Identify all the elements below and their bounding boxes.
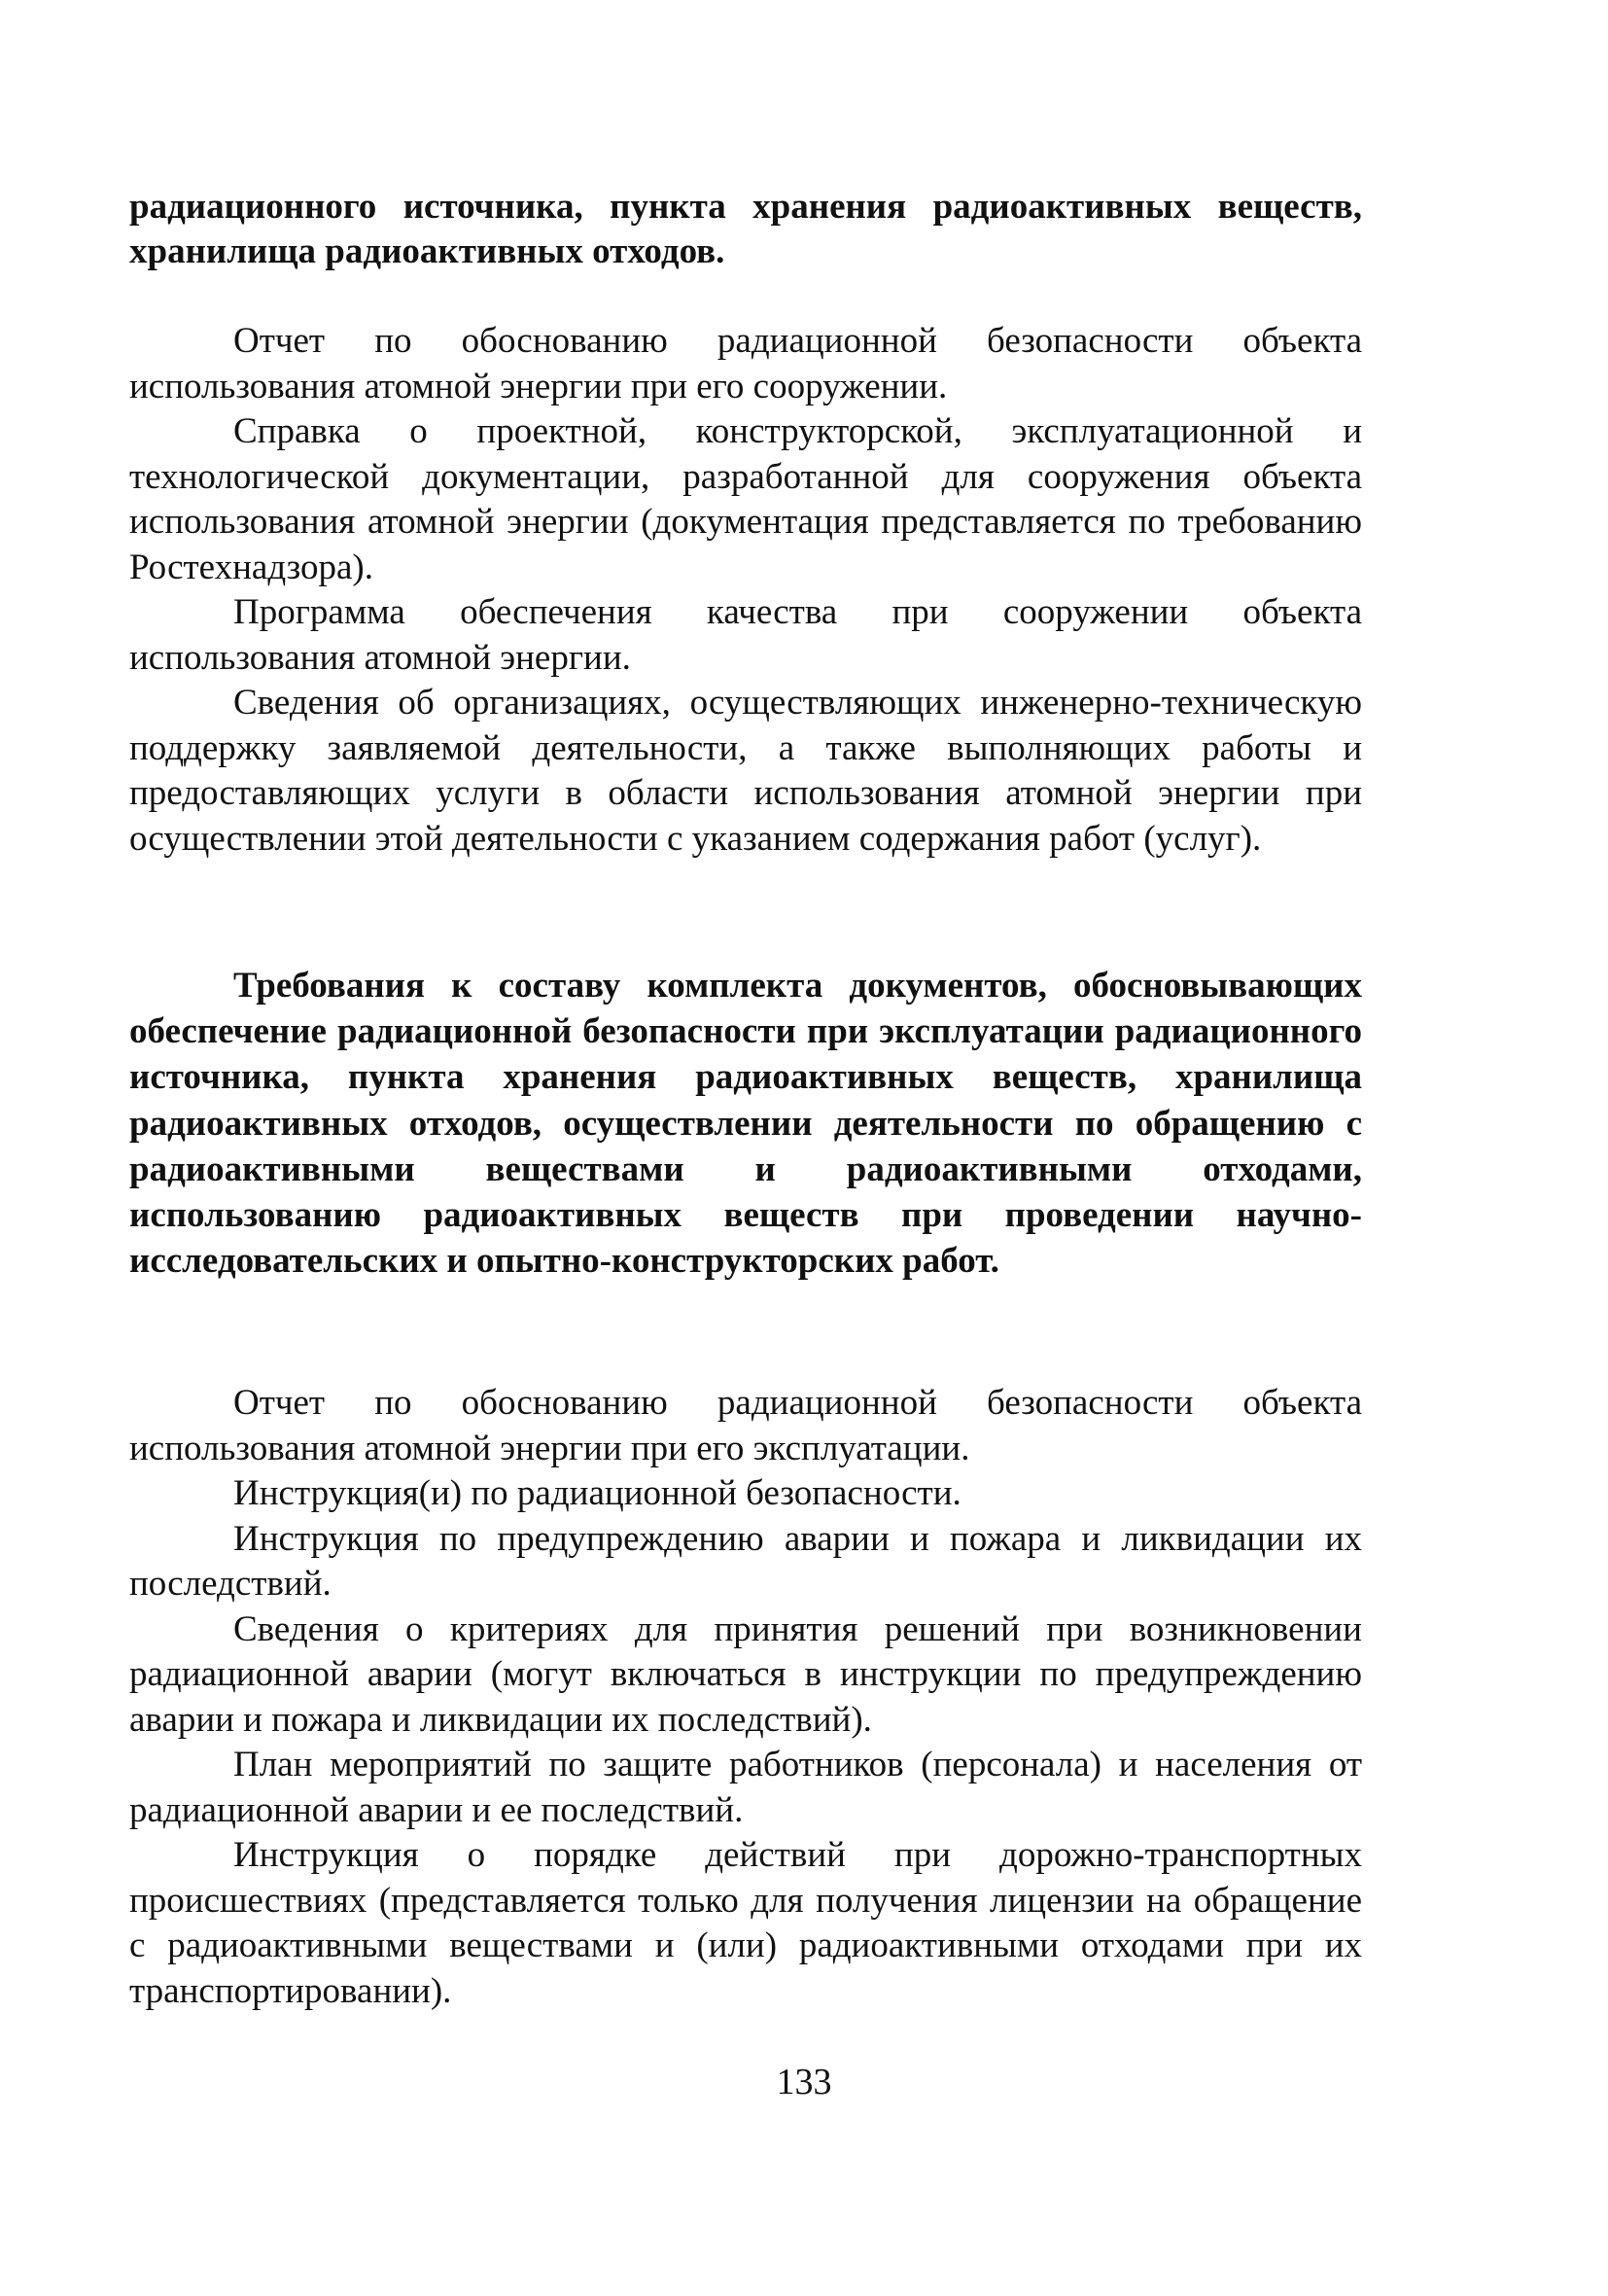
section-2-heading-block	[129, 963, 1362, 1284]
paragraph-organizations-info: Сведения об организациях, осуществляющих инженерно-техническую поддержку заявляемой деятельности, а также выполняющих работы и предоставляющих услуги в области использования атомной энергии при осуществлении этой деятельности с указанием содержания работ (услуг).	[129, 683, 1362, 859]
section-1	[129, 319, 1362, 862]
section-heading: Требования к составу комплекта документов, обосновывающих обеспечение радиационной безопасности при эксплуатации радиационного источника, пункта хранения радиоактивных веществ, хранилища радиоактивных отходов, осуществлении деятельности по обращению с радиоактивными веществами и радиоактивными отходами, использованию радиоактивных веществ при проведении научно-исследовательских и опытно-конструкторских работ.	[129, 966, 1362, 1282]
paragraph-accident-fire-instruction: Инструкция по предупреждению аварии и пожара и ликвидации их последствий.	[129, 1518, 1362, 1604]
paragraph-report-construction: Отчет по обоснованию радиационной безопасности объекта использования атомной энергии при его сооружении.	[129, 321, 1362, 406]
paragraph-documentation-reference: Справка о проектной, конструкторской, эксплуатационной и технологической документации, разработанной для сооружения объекта использования атомной энергии (документация представляется по требованию Ростехнадзора).	[129, 411, 1362, 587]
paragraph-report-operation: Отчет по обоснованию радиационной безопасности объекта использования атомной энергии при его эксплуатации.	[129, 1383, 1362, 1468]
paragraph-protection-plan: План мероприятий по защите работников (персонала) и населения от радиационной аварии и ее последствий.	[129, 1745, 1362, 1830]
page-number: 133	[776, 2062, 832, 2102]
paragraph-radiation-safety-instructions: Инструкция(и) по радиационной безопасности.	[233, 1473, 961, 1513]
paragraph-road-accident-instruction: Инструкция о порядке действий при дорожно-транспортных происшествиях (представляется только для получения лицензии на обращение с радиоактивными веществами и (или) радиоактивными отходами при их транспортировании).	[129, 1835, 1362, 2011]
section-2	[129, 1381, 1362, 2014]
intro-bold-text: радиационного источника, пункта хранения радиоактивных веществ, хранилища радиоактивных отходов.	[129, 187, 1362, 271]
paragraph-decision-criteria: Сведения о критериях для принятия решений при возникновении радиационной аварии (могут включаться в инструкции по предупреждению аварии и пожара и ликвидации их последствий).	[129, 1608, 1362, 1740]
paragraph-quality-program: Программа обеспечения качества при сооружении объекта использования атомной энергии.	[129, 592, 1362, 678]
